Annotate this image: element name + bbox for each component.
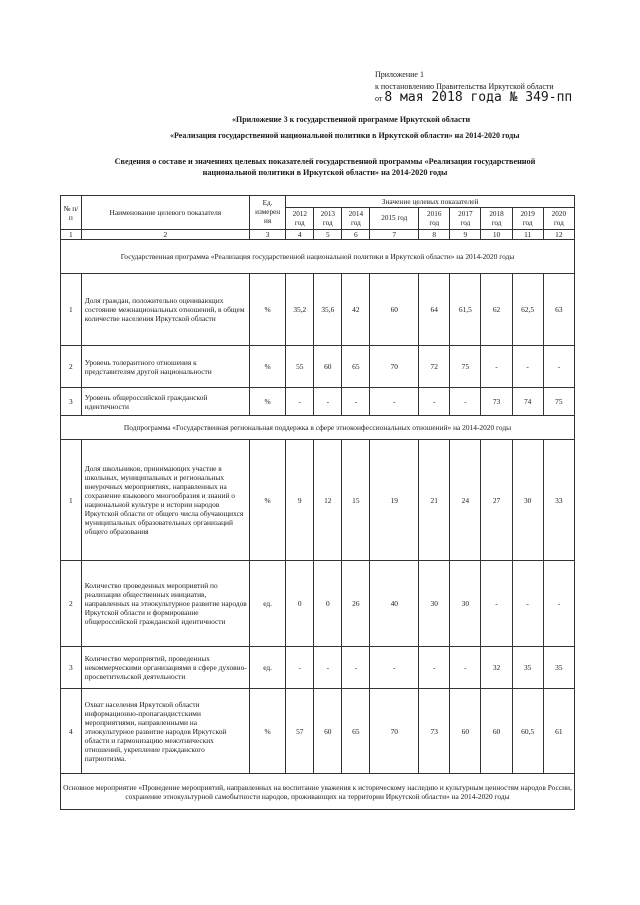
table-row [61, 647, 575, 689]
unit-cell: % [249, 689, 285, 774]
value-cell: - [370, 388, 419, 416]
value-cell: - [342, 647, 370, 689]
value-cell: 70 [370, 689, 419, 774]
value-cell: 57 [286, 689, 314, 774]
indicator-name: Количество мероприятий, проведенных некоммерческими организациями в сфере духовно-просветительской деятельности [81, 647, 249, 689]
value-cell: 30 [419, 561, 450, 647]
indicator-name: Доля школьников, принимающих участие в школьных, муниципальных и региональных внеурочных мероприятиях, направленных на сохранение языкового многообразия и знаний о национальной культуре и истории народов Иркутской области от общего числа обучающихся муниципальных образовательных организаций общего образования [81, 440, 249, 561]
value-cell: 60 [450, 689, 481, 774]
document-title: Сведения о составе и значениях целевых показателей государственной программы «Реализация государственной национальной политики в Иркутской области» на 2014-2020 годы [114, 157, 536, 177]
program-section-title: Государственная программа «Реализация государственной национальной политики в Иркутской области» на 2014-2020 годы [61, 240, 575, 274]
header-year: 2020 год [543, 208, 574, 230]
column-index-cell: 3 [249, 230, 285, 240]
value-cell: - [286, 388, 314, 416]
indicator-name: Уровень толерантного отношения к представителям другой национальности [81, 346, 249, 388]
row-number: 3 [61, 388, 82, 416]
value-cell: 64 [419, 274, 450, 346]
row-number: 4 [61, 689, 82, 774]
unit-cell: % [249, 440, 285, 561]
value-cell: 60 [370, 274, 419, 346]
table-row [61, 346, 575, 388]
column-index-cell: 1 [61, 230, 82, 240]
value-cell: 19 [370, 440, 419, 561]
value-cell: 75 [450, 346, 481, 388]
header-year: 2016 год [419, 208, 450, 230]
from-label: от [375, 94, 383, 103]
column-index-cell: 9 [450, 230, 481, 240]
column-index-cell: 2 [81, 230, 249, 240]
subprogram-section-row [61, 416, 575, 440]
value-cell: 32 [481, 647, 512, 689]
table-row [61, 689, 575, 774]
header-name: Наименование целевого показателя [81, 196, 249, 230]
header-num: № п/п [61, 196, 82, 230]
value-cell: 21 [419, 440, 450, 561]
column-index-cell: 6 [342, 230, 370, 240]
resolution-line: к постановлению Правительства Иркутской области [375, 82, 554, 91]
value-cell: - [512, 561, 543, 647]
value-cell: - [314, 647, 342, 689]
column-index-row [61, 230, 575, 240]
value-cell: 30 [512, 440, 543, 561]
appendix-label: Приложение 1 [375, 70, 424, 79]
column-index-cell: 12 [543, 230, 574, 240]
value-cell: 63 [543, 274, 574, 346]
header-values: Значение целевых показателей [286, 196, 575, 208]
value-cell: 33 [543, 440, 574, 561]
value-cell: 65 [342, 346, 370, 388]
value-cell: 55 [286, 346, 314, 388]
value-cell: 27 [481, 440, 512, 561]
value-cell: 35,6 [314, 274, 342, 346]
unit-cell: % [249, 346, 285, 388]
value-cell: 26 [342, 561, 370, 647]
value-cell: 0 [314, 561, 342, 647]
main-event-title: Основное мероприятие «Проведение мероприятий, направленных на воспитание уважения к историческому наследию и культурным ценностям народов России, сохранение этнокультурной самобытности народов, проживающих на территории Иркутской области» на 2014-2020 годы [61, 774, 575, 810]
value-cell: 60 [481, 689, 512, 774]
table-row [61, 561, 575, 647]
row-number: 2 [61, 561, 82, 647]
value-cell: - [481, 346, 512, 388]
indicator-name: Количество проведенных мероприятий по реализации общественных инициатив, направленных на этнокультурное развитие народов Иркутской области и формирование общероссийской гражданской идентичности [81, 561, 249, 647]
header-year: 2013 год [314, 208, 342, 230]
indicators-table-frame [60, 195, 575, 800]
value-cell: 42 [342, 274, 370, 346]
value-cell: 60 [314, 346, 342, 388]
column-index-cell: 5 [314, 230, 342, 240]
value-cell: 60,5 [512, 689, 543, 774]
header-year: 2017 год [450, 208, 481, 230]
value-cell: - [314, 388, 342, 416]
row-number: 2 [61, 346, 82, 388]
value-cell: - [419, 647, 450, 689]
header-year: 2019 год [512, 208, 543, 230]
header-year: 2012 год [286, 208, 314, 230]
header-year: 2018 год [481, 208, 512, 230]
column-index-cell: 4 [286, 230, 314, 240]
indicator-name: Уровень общероссийской гражданской идентичности [81, 388, 249, 416]
value-cell: 65 [342, 689, 370, 774]
unit-cell: % [249, 388, 285, 416]
indicator-name: Доля граждан, положительно оценивающих состояние межнациональных отношений, в общем количестве населения Иркутской области [81, 274, 249, 346]
table-row [61, 274, 575, 346]
value-cell: 61 [543, 689, 574, 774]
column-index-cell: 7 [370, 230, 419, 240]
value-cell: - [450, 647, 481, 689]
value-cell: - [543, 346, 574, 388]
value-cell: 73 [481, 388, 512, 416]
resolution-date-number: 8 мая 2018 года № 349-пп [384, 90, 573, 105]
value-cell: - [370, 647, 419, 689]
indicator-name: Охват населения Иркутской области информационно-пропагандистскими мероприятиями, направленными на этнокультурное развитие народов Иркутской области и гармонизацию межэтнических отношений, укрепление гражданского патриотизма. [81, 689, 249, 774]
value-cell: 62,5 [512, 274, 543, 346]
value-cell: 74 [512, 388, 543, 416]
value-cell: 72 [419, 346, 450, 388]
value-cell: 12 [314, 440, 342, 561]
value-cell: 40 [370, 561, 419, 647]
subprogram-section-title: Подпрограмма «Государственная региональная поддержка в сфере этноконфессиональных отношений» на 2014-2020 годы [61, 416, 575, 440]
value-cell: 35 [512, 647, 543, 689]
column-index-cell: 8 [419, 230, 450, 240]
value-cell: 35 [543, 647, 574, 689]
value-cell: - [450, 388, 481, 416]
value-cell: 0 [286, 561, 314, 647]
value-cell: 60 [314, 689, 342, 774]
value-cell: 9 [286, 440, 314, 561]
value-cell: - [342, 388, 370, 416]
value-cell: 73 [419, 689, 450, 774]
row-number: 3 [61, 647, 82, 689]
value-cell: 24 [450, 440, 481, 561]
header-row-1 [61, 196, 575, 208]
column-index-cell: 11 [512, 230, 543, 240]
value-cell: 70 [370, 346, 419, 388]
unit-cell: ед. [249, 647, 285, 689]
value-cell: 35,2 [286, 274, 314, 346]
program-name-line: «Реализация государственной национальной политики в Иркутской области» на 2014-2020 годы [170, 131, 520, 140]
program-section-row [61, 240, 575, 274]
table-row [61, 440, 575, 561]
value-cell: - [286, 647, 314, 689]
indicators-table [60, 195, 575, 810]
value-cell: 15 [342, 440, 370, 561]
header-year: 2014 год [342, 208, 370, 230]
unit-cell: ед. [249, 561, 285, 647]
value-cell: - [543, 561, 574, 647]
value-cell: - [512, 346, 543, 388]
value-cell: 75 [543, 388, 574, 416]
value-cell: - [419, 388, 450, 416]
value-cell: 61,5 [450, 274, 481, 346]
value-cell: - [481, 561, 512, 647]
column-index-cell: 10 [481, 230, 512, 240]
unit-cell: % [249, 274, 285, 346]
header-unit: Ед. измерен ия [249, 196, 285, 230]
appendix-3-line: «Приложение 3 к государственной программе Иркутской области [232, 115, 471, 124]
header-year: 2015 год [370, 208, 419, 230]
row-number: 1 [61, 274, 82, 346]
row-number: 1 [61, 440, 82, 561]
value-cell: 30 [450, 561, 481, 647]
main-event-row [61, 774, 575, 810]
resolution-date-line [375, 91, 572, 104]
value-cell: 62 [481, 274, 512, 346]
table-row [61, 388, 575, 416]
